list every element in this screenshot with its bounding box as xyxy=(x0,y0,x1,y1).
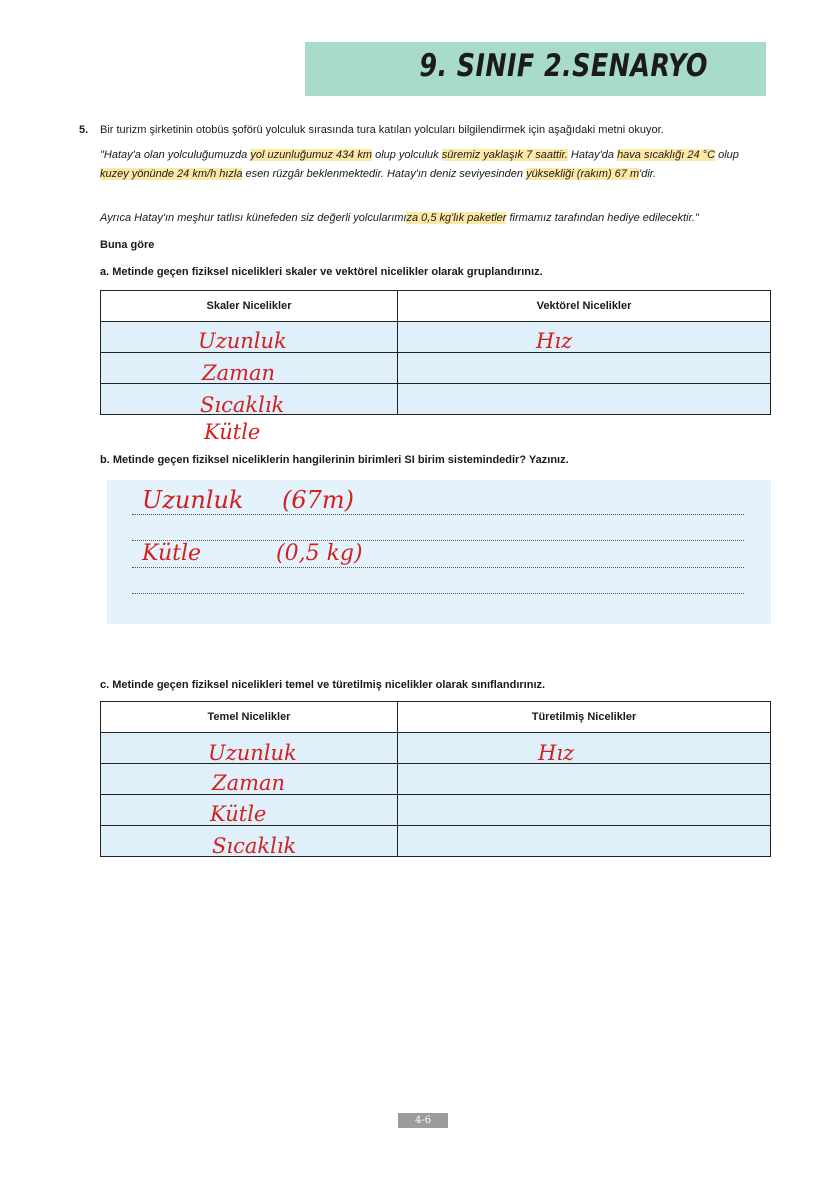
table-row xyxy=(101,733,771,764)
quote-text: "Hatay'a olan yolculuğumuzda xyxy=(100,149,251,161)
highlighted-text: za 0,5 kg'lık paketler xyxy=(406,212,507,224)
scalar-answer: Uzunluk xyxy=(198,329,287,353)
si-answer-name: Uzunluk xyxy=(142,486,244,514)
table-row xyxy=(101,353,771,384)
col-basic-header: Temel Nicelikler xyxy=(101,702,398,733)
question-intro: Bir turizm şirketinin otobüs şoförü yolculuk sırasında tura katılan yolcuları bilgilendirmek için aşağıdaki metni okuyor. xyxy=(100,124,664,136)
col-derived-header: Türetilmiş Nicelikler xyxy=(398,702,771,733)
scalar-answer: Sıcaklık xyxy=(200,393,285,417)
page-number: 4-6 xyxy=(398,1113,448,1128)
si-answer-unit: (0,5 kg) xyxy=(276,541,363,566)
quote-paragraph-2 xyxy=(100,212,780,224)
table-row xyxy=(101,795,771,826)
buna-gore-label: Buna göre xyxy=(100,239,155,251)
answer-line xyxy=(132,514,744,515)
quote-text: 'dir. xyxy=(639,168,657,180)
basic-answer: Kütle xyxy=(210,802,267,826)
page-title: 9. SINIF 2.SENARYO xyxy=(419,48,708,84)
col-scalar-header: Skaler Nicelikler xyxy=(101,291,398,322)
highlighted-text: yol uzunluğumuz 434 km xyxy=(250,149,373,161)
quote-text: olup xyxy=(715,149,739,161)
quote-text: Hatay'da xyxy=(567,149,618,161)
quote-text: firmamız tarafından hediye edilecektir." xyxy=(506,212,699,224)
basic-answer: Sıcaklık xyxy=(212,834,297,858)
quote-text: esen rüzgâr beklenmektedir. Hatay'ın deniz seviyesinden xyxy=(242,168,527,180)
quote-text: Ayrıca Hatay'ın meşhur tatlısı künefeden siz değerli yolcularımı xyxy=(100,212,407,224)
quote-text: olup yolculuk xyxy=(372,149,442,161)
highlighted-text: hava sıcaklığı 24 °C xyxy=(617,149,716,161)
table-row xyxy=(101,764,771,795)
answer-line xyxy=(132,593,744,594)
si-answer-name: Kütle xyxy=(142,541,202,566)
quote-paragraph-1 xyxy=(100,146,770,184)
part-b-prompt: b. Metinde geçen fiziksel niceliklerin hangilerinin birimleri SI birim sistemindedir? Yazınız. xyxy=(100,454,569,466)
derived-answer: Hız xyxy=(538,741,575,765)
si-answer-unit: (67m) xyxy=(282,486,355,514)
question-number: 5. xyxy=(79,124,89,136)
vector-answer: Hız xyxy=(536,329,573,353)
highlighted-text: süremiz yaklaşık 7 saattir. xyxy=(441,149,568,161)
col-vector-header: Vektörel Nicelikler xyxy=(398,291,771,322)
title-banner xyxy=(305,42,766,96)
basic-answer: Zaman xyxy=(212,771,286,795)
table-row xyxy=(101,826,771,857)
answer-line xyxy=(132,540,744,541)
scalar-answer: Kütle xyxy=(204,420,261,444)
answer-line xyxy=(132,567,744,568)
part-c-prompt: c. Metinde geçen fiziksel nicelikleri temel ve türetilmiş nicelikler olarak sınıflandırınız. xyxy=(100,679,546,691)
basic-derived-table xyxy=(100,701,771,857)
highlighted-text: kuzey yönünde 24 km/h hızla xyxy=(100,168,243,180)
basic-answer: Uzunluk xyxy=(208,741,297,765)
scalar-answer: Zaman xyxy=(202,361,276,385)
highlighted-text: yüksekliği (rakım) 67 m xyxy=(526,168,640,180)
part-a-prompt: a. Metinde geçen fiziksel nicelikleri skaler ve vektörel nicelikler olarak gruplandırınız. xyxy=(100,266,543,278)
